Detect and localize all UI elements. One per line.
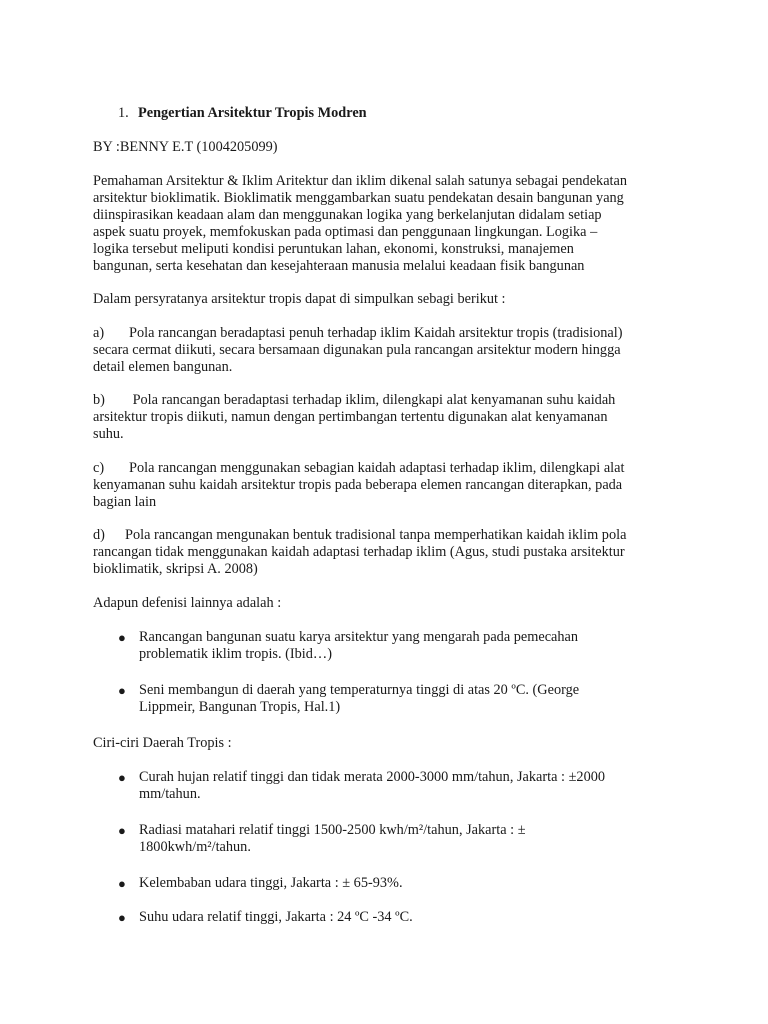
characteristics-intro: Ciri-ciri Daerah Tropis : xyxy=(93,735,232,751)
bullet-text: 1800kwh/m²/tahun. xyxy=(139,839,251,855)
list-item xyxy=(93,460,683,511)
bullet-icon: ● xyxy=(118,630,126,645)
section-title: Pengertian Arsitektur Tropis Modren xyxy=(138,105,367,121)
item-text: bagian lain xyxy=(93,494,157,510)
bullet-icon: ● xyxy=(118,770,126,785)
item-label: a) xyxy=(93,325,105,341)
item-text: Pola rancangan beradaptasi terhadap iklim, dilengkapi alat kenyamanan suhu kaidah xyxy=(129,392,616,408)
bullet-icon: ● xyxy=(118,876,126,891)
author-line: BY :BENNY E.T (1004205099) xyxy=(93,139,278,155)
item-text: suhu. xyxy=(93,426,124,442)
list-item xyxy=(93,527,683,578)
bullet-icon: ● xyxy=(118,910,126,925)
section-heading xyxy=(118,105,367,122)
item-text: Pola rancangan menggunakan sebagian kaidah adaptasi terhadap iklim, dilengkapi alat xyxy=(129,460,625,476)
item-text: rancangan tidak menggunakan kaidah adaptasi terhadap iklim (Agus, studi pustaka arsitektur xyxy=(93,544,625,560)
bullet-text: Rancangan bangunan suatu karya arsitektur yang mengarah pada pemecahan xyxy=(139,629,579,645)
item-text: arsitektur tropis diikuti, namun dengan pertimbangan tertentu digunakan alat kenyamanan xyxy=(93,409,608,425)
item-text: secara cermat diikuti, secara bersamaan digunakan pula rancangan arsitektur modern hingga xyxy=(93,342,621,358)
paragraph-line: diinspirasikan keadaan alam dan menggunakan logika yang berkelanjutan didalam setiap xyxy=(93,207,602,223)
item-label: c) xyxy=(93,460,105,476)
paragraph-line: Pemahaman Arsitektur & Iklim Aritektur dan iklim dikenal salah satunya sebagai pendekatan xyxy=(93,173,628,189)
list-item xyxy=(93,392,683,443)
section-number: 1. xyxy=(118,105,129,121)
bullet-text: Kelembaban udara tinggi, Jakarta : ± 65-93%. xyxy=(139,875,403,891)
paragraph-line: logika tersebut meliputi kondisi peruntukan lahan, ekonomi, konstruksi, manajemen xyxy=(93,241,574,257)
bullet-icon: ● xyxy=(118,683,126,698)
list-item xyxy=(93,325,683,376)
bullet-text: Radiasi matahari relatif tinggi 1500-2500 kwh/m²/tahun, Jakarta : ± xyxy=(139,822,526,838)
bullet-text: Curah hujan relatif tinggi dan tidak merata 2000-3000 mm/tahun, Jakarta : ±2000 xyxy=(139,769,606,785)
item-label: d) xyxy=(93,527,105,543)
definitions-intro: Adapun defenisi lainnya adalah : xyxy=(93,595,282,611)
paragraph-line: bangunan, serta kesehatan dan kesejahteraan manusia melalui keadaan fisik bangunan xyxy=(93,258,585,274)
item-text: detail elemen bangunan. xyxy=(93,359,233,375)
bullet-icon: ● xyxy=(118,823,126,838)
requirements-intro: Dalam persyratanya arsitektur tropis dapat di simpulkan sebagi berikut : xyxy=(93,291,506,307)
intro-paragraph xyxy=(93,173,683,275)
paragraph-line: aspek suatu proyek, memfokuskan pada optimasi dan penggunaan lingkungan. Logika – xyxy=(93,224,598,240)
bullet-text: Suhu udara relatif tinggi, Jakarta : 24 ºC -34 ºC. xyxy=(139,909,413,925)
bullet-text: problematik iklim tropis. (Ibid…) xyxy=(139,646,332,662)
bullet-text: Lippmeir, Bangunan Tropis, Hal.1) xyxy=(139,699,341,715)
item-text: kenyamanan suhu kaidah arsitektur tropis pada beberapa elemen rancangan diterapkan, pada xyxy=(93,477,623,493)
item-text: Pola rancangan beradaptasi penuh terhadap iklim Kaidah arsitektur tropis (tradisional) xyxy=(129,325,623,341)
item-label: b) xyxy=(93,392,105,408)
item-text: Pola rancangan mengunakan bentuk tradisional tanpa memperhatikan kaidah iklim pola xyxy=(125,527,627,543)
bullet-text: mm/tahun. xyxy=(139,786,201,802)
bullet-text: Seni membangun di daerah yang temperaturnya tinggi di atas 20 ºC. (George xyxy=(139,682,580,698)
item-text: bioklimatik, skripsi A. 2008) xyxy=(93,561,258,577)
paragraph-line: arsitektur bioklimatik. Bioklimatik menggambarkan suatu pendekatan desain bangunan yang xyxy=(93,190,624,206)
